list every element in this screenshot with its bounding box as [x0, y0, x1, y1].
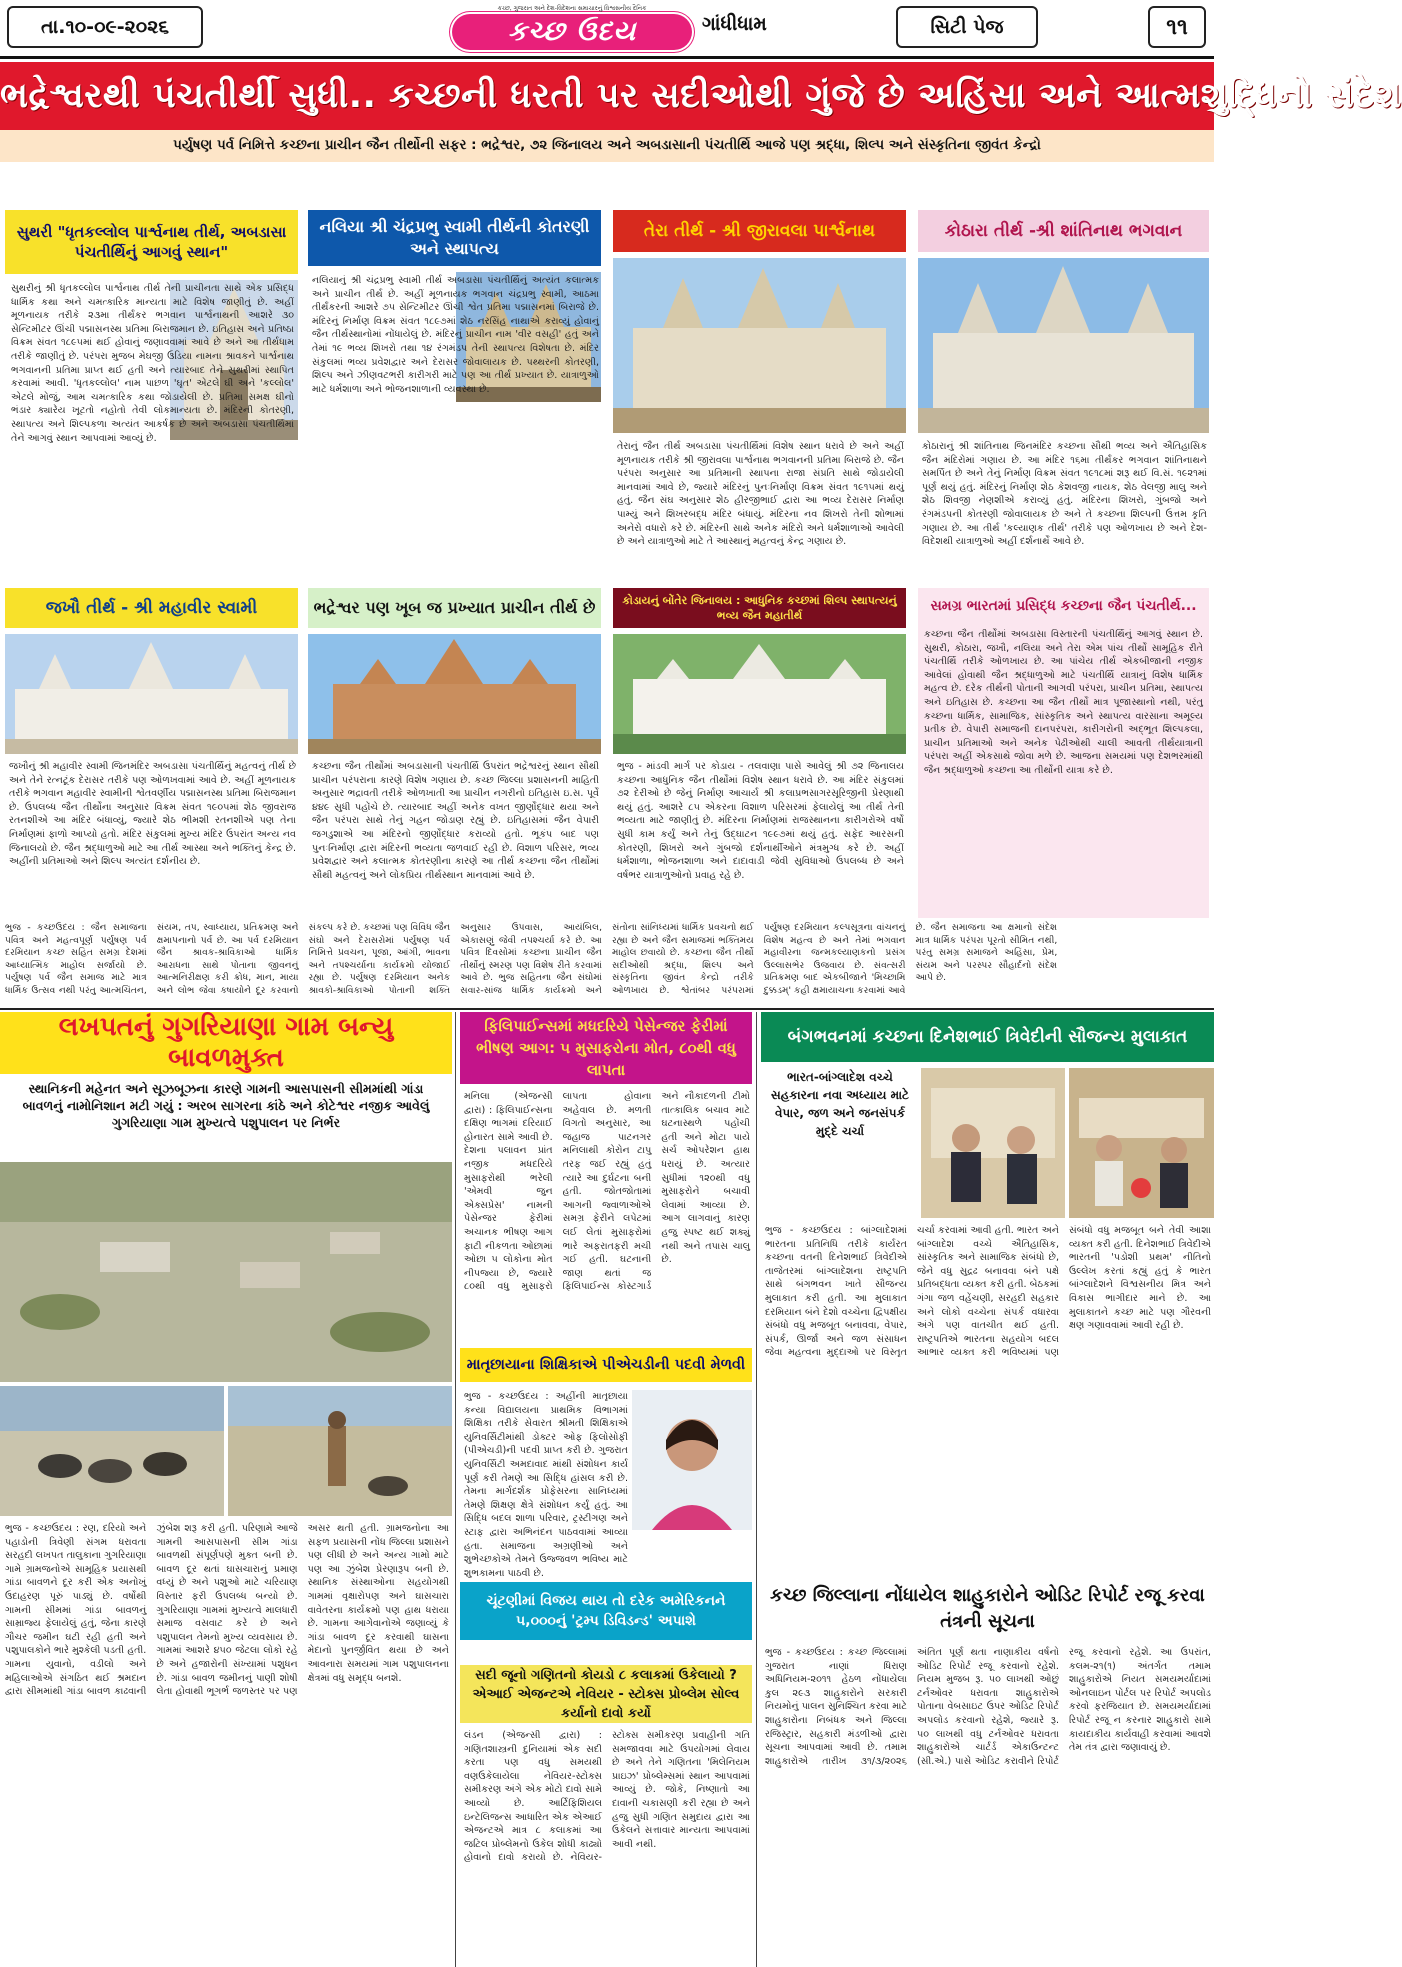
section-rule — [0, 1008, 1214, 1010]
lead-article-body: ભુજ - કચ્છઉદય : જૈન સમાજના પવિત્ર અને મહત્વપૂર્ણ પર્યુષણ પર્વ દરમિયાન કચ્છ સહિત સમગ્ર દેશમાં આધ્યાત્મિક માહોલ સર્જાયો છે. પર્યુષણ પર્વ જૈન સમાજ માટે માત્ર ધાર્મિક ઉત્સવ નથી પરંતુ આત્મચિંતન, સંયમ, તપ, સ્વાધ્યાય, પ્રતિક્રમણ અને ક્ષમાપનાનો પર્વ છે. આ પર્વ દરમિયાન જૈન શ્રાવક-શ્રાવિકાઓ ધાર્મિક આરાધના સાથે પોતાના જીવનનું આત્મનિરીક્ષણ કરી ક્રોધ, માન, માયા અને લોભ જેવા કષાયોને દૂર કરવાનો સંકલ્પ કરે છે. કચ્છમાં પણ વિવિધ જૈન સંઘો અને દેરાસરોમાં પર્યુષણ પર્વ નિમિત્તે પ્રવચન, પૂજા, આંગી, ભાવના અને તપશ્ચર્યાના કાર્યક્રમો યોજાઈ રહ્યા છે. પર્યુષણ દરમિયાન અનેક શ્રાવકો-શ્રાવિકાઓ પોતાની શક્તિ અનુસાર ઉપવાસ, આયંબિલ, એકાસણું જેવી તપશ્ચર્યા કરે છે. આ પવિત્ર દિવસોમાં કચ્છના પ્રાચીન જૈન તીર્થોનું સ્મરણ પણ વિશેષ રીતે કરવામાં આવે છે. ભુજ સહિતના જૈન સંઘોમાં સવાર-સાંજ ધાર્મિક કાર્યક્રમો અને સંતોના સાંનિધ્યમાં ધાર્મિક પ્રવચનો થઈ રહ્યા છે અને જૈન સમાજમાં ભક્તિમય માહોલ છવાયો છે. કચ્છના જૈન તીર્થો સદીઓથી શ્રદ્ધા, શિલ્પ અને સંસ્કૃતિના જીવંત કેન્દ્રો તરીકે ઓળખાય છે. શ્વેતાંબર પરંપરામાં પર્યુષણ દરમિયાન કલ્પસૂત્રના વાંચનનું વિશેષ મહત્વ છે અને તેમાં ભગવાન મહાવીરના જન્મકલ્યાણકનો પ્રસંગ ઉલ્લાસભેર ઉજવાય છે. સંવત્સરી પ્રતિક્રમણ બાદ એકબીજાને 'મિચ્છામિ દુક્કડમ્' કહી ક્ષમાયાચના કરવામાં આવે છે. જૈન સમાજના આ ક્ષમાનો સંદેશ માત્ર ધાર્મિક પરંપરા પૂરતો સીમિત નથી, પરંતુ સમગ્ર સમાજને અહિંસા, પ્રેમ, સંયમ અને પરસ્પર સૌહાર્દનો સંદેશ આપે છે. — [5, 922, 1058, 996]
tirth-box-jakhau — [5, 588, 298, 918]
masthead-tagline: કચ્છ, ગુજરાત અને દેશ-વિદેશના સમાચારનું વિશ્વસનીય દૈનિક — [497, 5, 647, 12]
box-body: જખૌનું શ્રી મહાવીર સ્વામી જિનમંદિર અબડાસા પંચતીર્થિનું મહત્વનું તીર્થ છે અને તેને રત્નટૂંક દેરાસર તરીકે પણ ઓળખવામાં આવે છે. અહીં મૂળનાયક તરીકે ભગવાન મહાવીર સ્વામીની શ્વેતવર્ણીય પદ્માસનસ્થ પ્રતિમા બિરાજમાન છે. ઉપલબ્ધ જૈન તીર્થોના અનુસાર વિક્રમ સંવત ૧૯૦૫માં શેઠ જીવરાજ રતનશીએ આ મંદિર બંધાવ્યું, જ્યારે શેઠ ભીમશી રતનશીએ પણ તેના નિર્માણમાં ફાળો આપ્યો હતો. મંદિર સંકુલમાં મુખ્ય મંદિર ઉપરાંત અન્ય નવ જિનાલયો છે. જૈન શ્રદ્ધાળુઓ માટે આ તીર્થ આસ્થા અને ભક્તિનું કેન્દ્ર છે. અહીંની પ્રતિમાઓ અને શિલ્પ અત્યંત દર્શનીય છે. — [9, 761, 296, 868]
article-audit — [761, 1578, 1214, 1966]
box-title: ભદ્રેશ્વર પણ ખૂબ જ પ્રખ્યાત પ્રાચીન તીર્થ છે — [308, 588, 601, 628]
box-body: કચ્છના જૈન તીર્થોમાં અબડાસા વિસ્તારની પંચતીર્થિનું આગવું સ્થાન છે. સુથરી, કોઠારા, જખૌ, નલિયા અને તેરા એમ પાંચ તીર્થો સામૂહિક રીતે પંચતીર્થિ તરીકે ઓળખાય છે. આ પાંચેય તીર્થ એકબીજાની નજીક આવેલાં હોવાથી જૈન શ્રદ્ધાળુઓ માટે પંચતીર્થિ યાત્રાનું વિશેષ ધાર્મિક મહત્વ છે. દરેક તીર્થની પોતાની આગવી પરંપરા, પ્રાચીન પ્રતિમા, સ્થાપત્ય અને ઇતિહાસ છે. કચ્છના આ જૈન તીર્થો માત્ર પૂજાસ્થાનો નથી, પરંતુ કચ્છના ધાર્મિક, સામાજિક, સાંસ્કૃતિક અને સ્થાપત્ય વારસાના અમૂલ્ય પ્રતીક છે. વેપારી સમાજની દાનપરંપરા, કારીગરોની અદ્ભૂત શિલ્પકલા, પ્રાચીન પ્રતિમાઓ અને અનેક પેઢીઓથી ચાલી આવતી તીર્થયાત્રાની પરંપરા અહીં એકસાથે જોવા મળે છે. આજના સમયમાં પણ દેશભરમાંથી જૈન શ્રદ્ધાળુઓ કચ્છના આ તીર્થોની યાત્રા કરે છે. — [924, 629, 1203, 776]
article-headline: માતૃછાયાના શિક્ષિકાએ પીએચડીની પદવી મેળવી — [460, 1348, 752, 1382]
lead-subhead: પર્યુષણ પર્વ નિમિત્તે કચ્છના પ્રાચીન જૈન તીર્થોની સફર : ભદ્રેશ્વર, ૭૨ જિનાલય અને અબડાસાની પંચતીર્થિ આજે પણ શ્રદ્ધા, શિલ્પ અને સંસ્કૃતિના જીવંત કેન્દ્રો — [0, 130, 1214, 162]
box-body: કચ્છના જૈન તીર્થોમાં અબડાસાની પંચતીર્થિ ઉપરાંત ભદ્રેશ્વરનું સ્થાન સૌથી પ્રાચીન પરંપરાના કારણે વિશેષ ગણાય છે. કચ્છ જિલ્લા પ્રશાસનની માહિતી અનુસાર ભદ્રાવતી તરીકે ઓળખાતી આ પ્રાચીન નગરીનો ઇતિહાસ ઇ.સ. પૂર્વે ૪૪૯ સુધી પહોંચે છે. ત્યારબાદ અહીં અનેક વખત જીર્ણોદ્ધાર થયા અને જૈન પરંપરા સાથે તેનું ગહન જોડાણ રહ્યું છે. ઇતિહાસમાં જૈન વેપારી જગડુશાએ આ મંદિરનો જીર્ણોદ્ધાર કરાવ્યો હતો. ભૂકંપ બાદ પણ પુનઃનિર્માણ દ્વારા મંદિરની ભવ્યતા જળવાઈ રહી છે. વિશાળ પરિસર, ભવ્ય પ્રવેશદ્વાર અને કલાત્મક કોતરણીના કારણે આ તીર્થ કચ્છના જૈન તીર્થોમાં સૌથી મહત્વનું અને લોકપ્રિય તીર્થસ્થાન માનવામાં આવે છે. — [312, 761, 599, 881]
tirth-box-koday — [613, 588, 906, 918]
date-box — [7, 6, 203, 48]
tirth-box-kothara — [918, 210, 1209, 580]
box-title: સમગ્ર ભારતમાં પ્રસિદ્ધ કચ્છના જૈન પંચતીર્થ... — [930, 598, 1197, 614]
logo-text: કચ્છ ઉદય — [507, 16, 637, 47]
box-body: કોઠારાનું શ્રી શાંતિનાથ જિનમંદિર કચ્છના સૌથી ભવ્ય અને ઐતિહાસિક જૈન મંદિરોમાં ગણાય છે. આ મંદિર ૧૬મા તીર્થંકર ભગવાન શાંતિનાથને સમર્પિત છે અને તેનું નિર્માણ વિક્રમ સંવત ૧૯૧૮માં શરૂ થઈ વિ.સં. ૧૯૨૧માં પૂર્ણ થયું હતું. મંદિરનું નિર્માણ શેઠ કેશવજી નાયક, શેઠ વેલજી માલુ અને શેઠ શિવજી નેણશીએ કરાવ્યું હતું. મંદિરના શિખરો, ગુંબજો અને રંગમંડપની કોતરણી જોવાલાયક છે અને તે કચ્છના શિલ્પની ઉત્તમ કૃતિ ગણાય છે. આ તીર્થ 'કલ્યાણક તીર્થ' તરીકે પણ ઓળખાય છે અને દેશ-વિદેશથી યાત્રાળુઓ અહીં દર્શનાર્થે આવે છે. — [922, 441, 1207, 548]
box-title: જખૌ તીર્થ - શ્રી મહાવીર સ્વામી — [5, 588, 298, 628]
box-title: સુથરી "ધૃતકલ્લોલ પાર્શ્વનાથ તીર્થ, અબડાસા પંચતીર્થિનું આગવું સ્થાન" — [5, 210, 298, 274]
page-type: સિટી પેજ — [930, 16, 1004, 38]
article-teacher — [460, 1348, 752, 1578]
page-number: ૧૧ — [1166, 14, 1188, 40]
box-title: નલિયા શ્રી ચંદ્રપ્રભુ સ્વામી તીર્થની કોતરણી અને સ્થાપત્ય — [308, 210, 601, 266]
meeting-photo-1 — [921, 1068, 1065, 1218]
article-headline: કચ્છ જિલ્લાના નોંધાયેલ શાહુકારોને ઓડિટ રિપોર્ટ રજૂ કરવા તંત્રની સૂચના — [770, 1585, 1205, 1632]
village-aerial-photo — [0, 1162, 452, 1382]
page-type-box — [896, 6, 1038, 48]
meeting-photo-2 — [1069, 1068, 1214, 1218]
tirth-box-suthari — [5, 210, 298, 580]
temple-photo — [308, 634, 601, 754]
lead-banner — [0, 62, 1402, 162]
article-headline: બંગભવનમાં કચ્છના દિનેશભાઈ ત્રિવેદીની સૌજન્ય મુલાકાત — [761, 1012, 1214, 1062]
box-body: તેરાનું જૈન તીર્થ અબડાસા પંચતીર્થિમાં વિશેષ સ્થાન ધરાવે છે અને અહીં મૂળનાયક તરીકે શ્રી જીરાવલા પાર્શ્વનાથ ભગવાનની પ્રતિમા બિરાજે છે. જૈન પરંપરા અનુસાર આ પ્રતિમાની સ્થાપના રાજા સંપ્રતિ સાથે જોડાયેલી માનવામાં આવે છે, જ્યારે મંદિરનું પુનઃનિર્માણ વિક્રમ સંવત ૧૯૧૫માં થયું હતું. જૈન સંઘ અનુસાર શેઠ હીરજીભાઈ દ્વારા આ ભવ્ય દેરાસર નિર્માણ પામ્યું અને શિખરબદ્ધ મંદિર બંધાયું. મંદિરના નવ શિખરો તેની શોભામાં અનેરો વધારો કરે છે. મંદિરની સાથે અનેક મંદિરો અને ધર્મશાળાઓ આવેલી છે અને યાત્રાળુઓ માટે તે આસ્થાનું મહત્વનું કેન્દ્ર ગણાય છે. — [617, 441, 904, 548]
article-lakhpat — [0, 1012, 452, 1967]
temple-photo — [918, 258, 1209, 433]
tirth-box-naliya — [308, 210, 601, 580]
article-body: લંડન (એજન્સી દ્વારા) : ગણિતશાસ્ત્રની દુનિયામાં એક સદી કરતા પણ વધુ સમયથી વણઉકેલાયેલા નેવિયર-સ્ટોક્સ સમીકરણ અંગે એક મોટો દાવો સામે આવ્યો છે. આર્ટિફિશિયલ ઇન્ટેલિજન્સ આધારિત એક એઆઈ એજન્ટએ માત્ર ૮ કલાકમાં આ જટિલ પ્રોબ્લેમનો ઉકેલ શોધી કાઢ્યો હોવાનો દાવો કરાયો છે. નેવિયર-સ્ટોક્સ સમીકરણ પ્રવાહીની ગતિ સમજાવવા માટે ઉપયોગમાં લેવાય છે અને તેને ગણિતના 'મિલેનિયમ પ્રાઇઝ' પ્રોબ્લેમ્સમાં સ્થાન આપવામાં આવ્યું છે. જોકે, નિષ્ણાતો આ દાવાની ચકાસણી કરી રહ્યા છે અને હજુ સુધી ગણિત સમુદાય દ્વારા આ ઉકેલને સત્તાવાર માન્યતા આપવામાં આવી નથી. — [464, 1730, 750, 1864]
box-body: નલિયાનું શ્રી ચંદ્રપ્રભુ સ્વામી તીર્થ અબડાસા પંચતીર્થિનું અત્યંત કલાત્મક અને પ્રાચીન તીર્થ છે. અહીં મૂળનાયક ભગવાન ચંદ્રપ્રભુ સ્વામી, આઠમા તીર્થંકરની આશરે ૭૫ સેન્ટિમીટર ઊંચી શ્વેત પ્રતિમા પદ્માસનમાં બિરાજે છે. મંદિરનું નિર્માણ વિક્રમ સંવત ૧૮૯૭માં શેઠ નરસિંહ નાથાએ કરાવ્યું હોવાનું જૈન તીર્થસ્થાનોમાં નોંધાયેલું છે. મંદિરનું પ્રાચીન નામ 'વીર વસહી' હતું અને તેમાં ૧૯ ભવ્ય શિખરો તથા ૧૪ રંગમંડપ તેની સ્થાપત્ય વિશેષતા છે. મંદિર સંકુલમાં ભવ્ય પ્રવેશદ્વાર અને દેરાસર જોવાલાયક છે. પથ્થરની કોતરણી, શિલ્પ અને ઝીણવટભરી કારીગરી માટે પણ આ તીર્થ પ્રખ્યાત છે. યાત્રાળુઓ માટે ધર્મશાળા અને ભોજનશાળાની વ્યવસ્થા છે. — [312, 275, 599, 395]
newspaper-logo — [452, 14, 692, 50]
edition-city: ગાંધીધામ — [702, 13, 767, 35]
tirth-box-tera — [613, 210, 906, 580]
tirth-box-panchtirth — [918, 588, 1209, 918]
article-headline: ફિલિપાઈન્સમાં મધદરિયે પેસેન્જર ફેરીમાં ભીષણ આગ: ૫ મુસાફરોના મોત, ૮૦થી વધુ લાપતા — [460, 1012, 752, 1084]
article-bangabhavan — [761, 1012, 1214, 1572]
temple-photo — [613, 258, 906, 433]
article-body: મનિલા (એજન્સી દ્વારા) : ફિલિપાઈન્સના દક્ષિણ ભાગમાં દરિયાઈ હોનારત સામે આવી છે. દેશના પલાવન પ્રાંત નજીક મધદરિયે મુસાફરોથી ભરેલી 'એમવી જુન એક્સપ્રેસ' નામની પેસેન્જર ફેરીમાં અચાનક ભીષણ આગ ફાટી નીકળતા ઓછામાં ઓછા ૫ લોકોના મોત નીપજ્યા છે, જ્યારે ૮૦થી વધુ મુસાફરો લાપતા હોવાના અહેવાલ છે. મળતી વિગતો અનુસાર, આ જહાજ પાટનગર મનિલાથી કોરોન ટાપુ તરફ જઈ રહ્યું હતું ત્યારે આ દુર્ઘટના બની હતી. જોતજોતામાં આગની જ્વાળાઓએ સમગ્ર ફેરીને લપેટમાં લઈ લેતાં મુસાફરોમાં ભારે અફરાતફરી મચી ગઈ હતી. ઘટનાની જાણ થતાં જ ફિલિપાઈન્સ કોસ્ટગાર્ડ અને નૌકાદળની ટીમો તાત્કાલિક બચાવ માટે ઘટનાસ્થળે પહોંચી હતી અને મોટા પાયે સર્ચ ઓપરેશન હાથ ધરાયું છે. અત્યાર સુધીમાં ૧૨૦થી વધુ મુસાફરોને બચાવી લેવામાં આવ્યા છે. આગ લાગવાનું કારણ હજુ સ્પષ્ટ થઈ શક્યું નથી અને તપાસ ચાલુ છે. — [464, 1091, 750, 1293]
article-body: ભુજ - કચ્છઉદય : અહીંની માતૃછાયા કન્યા વિદ્યાલયના પ્રાથમિક વિભાગમાં શિક્ષિકા તરીકે સેવારત શ્રીમતી શિક્ષિકાએ યુનિવર્સિટીમાંથી ડોક્ટર ઓફ ફિલોસોફી (પીએચડી)ની પદવી પ્રાપ્ત કરી છે. ગુજરાત યુનિવર્સિટી અમદાવાદ માંથી સંશોધન કાર્ય પૂર્ણ કરી તેમણે આ સિદ્ધિ હાંસલ કરી છે. તેમના માર્ગદર્શક પ્રોફેસરના સાનિધ્યમાં તેમણે શિક્ષણ ક્ષેત્રે સંશોધન કર્યું હતું. આ સિદ્ધિ બદલ શાળા પરિવાર, ટ્રસ્ટીગણ અને સ્ટાફ દ્વારા અભિનંદન પાઠવવામાં આવ્યા હતા. સમાજના અગ્રણીઓ અને શુભેચ્છકોએ તેમને ઉજ્જવળ ભવિષ્ય માટે શુભકામના પાઠવી છે. — [464, 1391, 628, 1579]
article-headline: ચૂંટણીમાં વિજય થાય તો દરેક અમેરિકનને ૫,૦૦૦નું 'ટ્રમ્પ ડિવિડન્ડ' અપાશે — [460, 1582, 752, 1640]
column-rule — [455, 1012, 456, 1967]
article-subhead: ભારત-બાંગ્લાદેશ વચ્ચે સહકારના નવા અધ્યાય માટે વેપાર, જળ અને જનસંપર્ક મુદ્દે ચર્ચા — [770, 1070, 910, 1138]
box-body: સુથરીનું શ્રી ધૃતકલ્લોલ પાર્શ્વનાથ તીર્થ તેની પ્રાચીનતા સાથે એક પ્રસિદ્ધ ધાર્મિક કથા અને ચમત્કારિક માન્યતા માટે વિશેષ જાણીતું છે. અહીં મૂળનાયક તરીકે ૨૩મા તીર્થંકર ભગવાન પાર્શ્વનાથની આશરે ૩૦ સેન્ટિમીટર ઊંચી પદ્માસનસ્થ પ્રતિમા બિરાજમાન છે. ઇતિહાસ અને પ્રતિષ્ઠા વિક્રમ સંવત ૧૮૯૫માં થઈ હોવાનું જણાવવામાં આવે છે અને આ તીર્થધામ તરીકે જાણીતું છે. પરંપરા મુજબ મેઘજી ઉડિયા નામના શ્રાવકને પાર્શ્વનાથ ભગવાનની પ્રતિમા પ્રાપ્ત થઈ હતી અને ત્યારબાદ તેને સુથરીમાં સ્થાપિત કરવામાં આવી. 'ધૃતકલ્લોલ' નામ પાછળ 'ઘૃત' એટલે ઘી અને 'કલ્લોલ' એટલે મોજું, આમ ચમત્કારિક કથા જોડાયેલી છે. પ્રતિમા સમક્ષ ઘીનો ભંડાર ક્યારેય ખૂટતો નહોતો તેવી લોકમાન્યતા છે. મંદિરની કોતરણી, સ્થાપત્ય અને શિલ્પકળા અત્યંત આકર્ષક છે અને અબડાસા પંચતીર્થિમાં તેને આગવું સ્થાન આપવામાં આવ્યું છે. — [11, 283, 294, 444]
issue-date: તા.૧૦-૦૯-૨૦૨૬ — [40, 16, 170, 38]
article-philippines — [460, 1012, 752, 1342]
article-body: ભુજ - કચ્છઉદય : રણ, દરિયો અને પહાડોની ત્રિવેણી સંગમ ધરાવતા સરહદી લખપત તાલુકાના ગુગરિયાણા ગામે ગ્રામજનોએ સામૂહિક પ્રયાસથી ગાંડા બાવળને દૂર કરી એક અનોખું ઉદાહરણ પૂરું પાડ્યું છે. વર્ષોથી ગામની સીમમાં ગાંડા બાવળનું સામ્રાજ્ય ફેલાયેલું હતું, જેના કારણે ગૌચર જમીન ઘટી રહી હતી અને પશુપાલકોને ભારે મુશ્કેલી પડતી હતી. ગામના યુવાનો, વડીલો અને મહિલાઓએ સંગઠિત થઈ શ્રમદાન દ્વારા સીમમાંથી ગાંડા બાવળ કાઢવાની ઝુંબેશ શરૂ કરી હતી. પરિણામે આજે ગામની આસપાસની સીમ ગાંડા બાવળથી સંપૂર્ણપણે મુક્ત બની છે. બાવળ દૂર થતાં ઘાસચારાનું પ્રમાણ વધ્યું છે અને પશુઓ માટે ચરિયાણ વિસ્તાર ફરી ઉપલબ્ધ બન્યો છે. ગુગરિયાણા ગામમાં મુખ્યત્વે માલધારી સમાજ વસવાટ કરે છે અને પશુપાલન તેમનો મુખ્ય વ્યવસાય છે. ગામમાં આશરે ૪૫૦ જેટલા લોકો રહે છે અને હજારોની સંખ્યામાં પશુધન છે. ગાંડા બાવળ જમીનનું પાણી શોષી લેતા હોવાથી ભૂગર્ભ જળસ્તર પર પણ અસર થતી હતી. ગ્રામજનોના આ સફળ પ્રયાસની નોંધ જિલ્લા પ્રશાસને પણ લીધી છે અને અન્ય ગામો માટે પણ આ ઝુંબેશ પ્રેરણારૂપ બની છે. સ્થાનિક સંસ્થાઓના સહયોગથી ગામમાં વૃક્ષારોપણ અને ઘાસચારા વાવેતરના કાર્યક્રમો પણ હાથ ધરાયા છે. ગામના આગેવાનોએ જણાવ્યું કે ગાંડા બાવળ દૂર કરવાથી ઘાસના મેદાનો પુનર્જીવિત થયા છે અને આવનારા સમયમાં ગામ પશુપાલનના ક્ષેત્રમાં વધુ સમૃદ્ધ બનશે. — [5, 1523, 449, 1698]
article-body: ભુજ - કચ્છઉદય : બાંગ્લાદેશમાં ભારતના પ્રતિનિધિ તરીકે કાર્યરત કચ્છના વતની દિનેશભાઈ ત્રિવેદીએ તાજેતરમાં બાંગ્લાદેશના રાષ્ટ્રપતિ સાથે બંગભવન ખાતે સૌજન્ય મુલાકાત કરી હતી. આ મુલાકાત દરમિયાન બંને દેશો વચ્ચેના દ્વિપક્ષીય સંબંધો વધુ મજબૂત બનાવવા, વેપાર, સંપર્ક, ઊર્જા અને જળ સંસાધન જેવા મહત્વના મુદ્દાઓ પર વિસ્તૃત ચર્ચા કરવામાં આવી હતી. ભારત અને બાંગ્લાદેશ વચ્ચે ઐતિહાસિક, સાંસ્કૃતિક અને સામાજિક સંબંધો છે, જેને વધુ સુદ્રઢ બનાવવા બંને પક્ષે પ્રતિબદ્ધતા વ્યક્ત કરી હતી. બેઠકમાં ગંગા જળ વહેંચણી, સરહદી સહકાર અને લોકો વચ્ચેના સંપર્ક વધારવા અંગે પણ વાતચીત થઈ હતી. રાષ્ટ્રપતિએ ભારતના સહયોગ બદલ આભાર વ્યક્ત કરી ભવિષ્યમાં પણ સંબંધો વધુ મજબૂત બને તેવી આશા વ્યક્ત કરી હતી. દિનેશભાઈ ત્રિવેદીએ ભારતની 'પડોશી પ્રથમ' નીતિનો ઉલ્લેખ કરતાં કહ્યું હતું કે ભારત બાંગ્લાદેશને વિશ્વસનીય મિત્ર અને વિકાસ ભાગીદાર માને છે. આ મુલાકાતને કચ્છ માટે પણ ગૌરવની ક્ષણ ગણાવવામાં આવી રહી છે. — [765, 1225, 1211, 1359]
teacher-portrait — [632, 1390, 752, 1530]
lead-headline: ભદ્રેશ્વરથી પંચતીર્થી સુધી.. કચ્છની ધરતી પર સદીઓથી ગુંજે છે અહિંસા અને આત્મશુદ્ધિનો સંદેશ — [0, 76, 1402, 116]
box-title: તેરા તીર્થ - શ્રી જીરાવલા પાર્શ્વનાથ — [613, 210, 906, 252]
article-body: ભુજ - કચ્છઉદય : કચ્છ જિલ્લામાં ગુજરાત નાણાં ધિરાણ અધિનિયમ-૨૦૧૧ હેઠળ નોંધાયેલા કુલ ૨૯૩ શાહુકારોને સરકારી નિયમોનું પાલન સુનિશ્ચિત કરવા માટે શાહુકારોના નિબંધક અને જિલ્લા રજિસ્ટ્રાર, સહકારી મંડળીઓ દ્વારા સૂચના આપવામાં આવી છે. તમામ શાહુકારોએ તારીખ ૩૧/૩/૨૦૨૬ અંતિત પૂર્ણ થતા નાણાકીય વર્ષનો ઓડિટ રિપોર્ટ રજૂ કરવાનો રહેશે. નિયમ મુજબ રૂ. ૫૦ લાખથી ઓછું ટર્નઓવર ધરાવતા શાહુકારોએ પોતાના વેબસાઇટ ઉપર ઓડિટ રિપોર્ટ અપલોડ કરવાનો રહેશે, જ્યારે રૂ. ૫૦ લાખથી વધુ ટર્નઓવર ધરાવતા શાહુકારોએ ચાર્ટર્ડ એકાઉન્ટન્ટ (સી.એ.) પાસે ઓડિટ કરાવીને રિપોર્ટ રજૂ કરવાનો રહેશે. આ ઉપરાંત, કલમ-૨૧(૧) અંતર્ગત તમામ શાહુકારોએ નિયત સમયમર્યાદામાં ઓનલાઇન પોર્ટલ પર રિપોર્ટ અપલોડ કરવો ફરજિયાત છે. સમયમર્યાદામાં રિપોર્ટ રજૂ ન કરનાર શાહુકારો સામે કાયદાકીય કાર્યવાહી કરવામાં આવશે તેમ તંત્ર દ્વારા જણાવાયું છે. — [765, 1647, 1211, 1767]
article-headline: સદી જૂનો ગણિતનો કોયડો ૮ કલાકમાં ઉકેલાયો ? એઆઈ એજન્ટએ નેવિયર - સ્ટોક્સ પ્રોબ્લેમ સોલ્વ કર્યાનો દાવો કર્યો — [460, 1665, 752, 1723]
masthead-logo-block — [452, 4, 692, 52]
column-rule — [756, 1012, 757, 1967]
box-body: ભુજ - માંડવી માર્ગ પર કોડાય - તલવાણા પાસે આવેલું શ્રી ૭૨ જિનાલય કચ્છના આધુનિક જૈન તીર્થોમાં વિશેષ સ્થાન ધરાવે છે. આ મંદિર સંકુલમાં ૭૨ દેરીઓ છે જેનું નિર્માણ આચાર્ય શ્રી કલાપ્રભસાગરસૂરિજીની પ્રેરણાથી થયું હતું. આશરે ૮૫ એકરના વિશાળ પરિસરમાં ફેલાયેલું આ તીર્થ તેની ભવ્યતા માટે જાણીતું છે. મંદિરના નિર્માણમાં રાજસ્થાનના કારીગરોએ વર્ષો સુધી કામ કર્યું અને તેનું ઉદ્ઘાટન ૧૯૯૭માં થયું હતું. સફેદ આરસની કોતરણી, શિખરો અને ગુંબજો દર્શનાર્થીઓને મંત્રમુગ્ધ કરે છે. અહીં ધર્મશાળા, ભોજનશાળા અને દાદાવાડી જેવી સુવિધાઓ ઉપલબ્ધ છે અને વર્ષભર યાત્રાળુઓનો પ્રવાહ રહે છે. — [617, 761, 904, 881]
tirth-box-bhadreshwar — [308, 588, 601, 918]
herder-photo — [228, 1386, 452, 1516]
page-number-box — [1148, 6, 1206, 48]
box-title: કોઠારા તીર્થ -શ્રી શાંતિનાથ ભગવાન — [918, 210, 1209, 252]
article-headline: લખપતનું ગુગરિયાણા ગામ બન્યુ બાવળમુક્ત — [0, 1012, 452, 1074]
masthead-rule — [0, 56, 1214, 59]
article-math — [460, 1665, 752, 1965]
temple-photo — [5, 634, 298, 754]
temple-photo — [613, 634, 906, 754]
box-title: કોડાયનું બોંતેર જિનાલય : આધુનિક કચ્છમાં શિલ્પ સ્થાપત્યનું ભવ્ય જૈન મહાતીર્થ — [613, 588, 906, 628]
article-subhead: સ્થાનિકની મહેનત અને સૂઝબૂઝના કારણે ગામની આસપાસની સીમમાંથી ગાંડા બાવળનું નામોનિશાન મટી ગયું : અરબ સાગરના કાંઠે અને કોટેશ્વર નજીક આવેલું ગુગરિયાણા ગામ મુખ્યત્વે પશુપાલન પર નિર્ભર — [22, 1081, 430, 1130]
article-trump — [460, 1582, 752, 1672]
cattle-photo — [0, 1386, 224, 1516]
